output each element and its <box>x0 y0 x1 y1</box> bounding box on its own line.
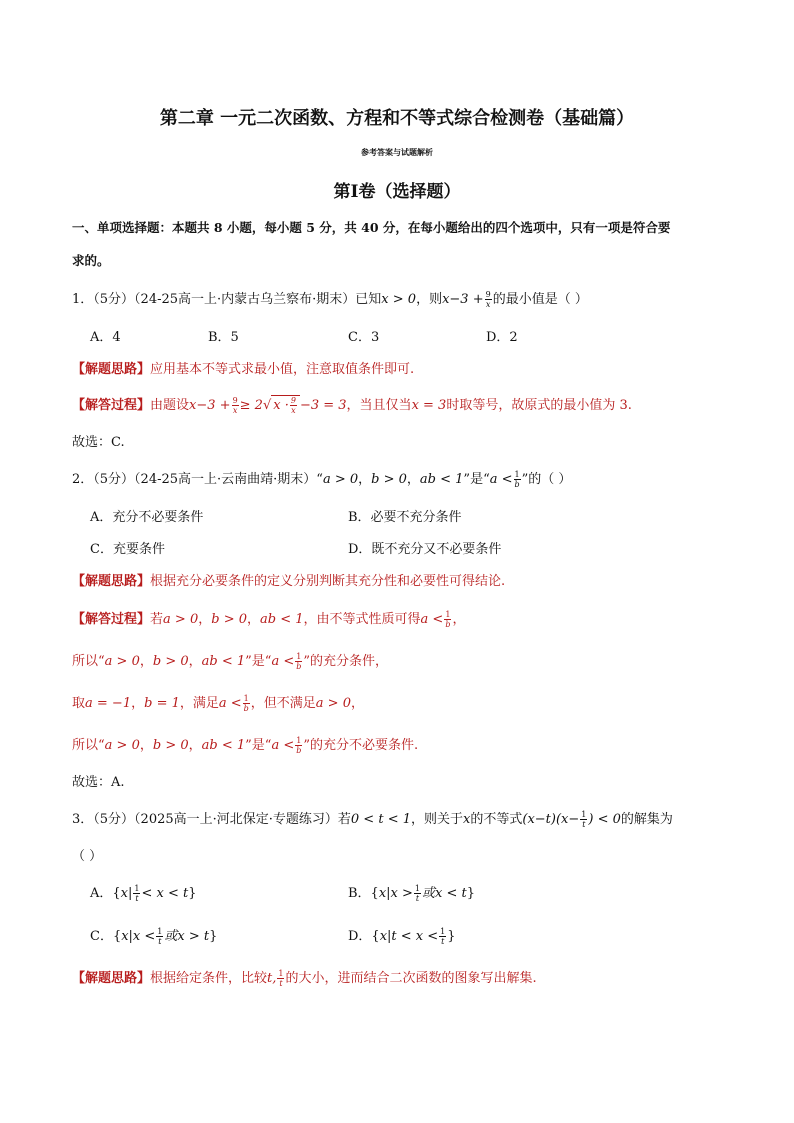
fraction: $\frac{9}{x}$ <box>485 290 491 309</box>
question-1-thought: 【解题思路】应用基本不等式求最小值，注意取值条件即可. <box>72 362 415 377</box>
question-1-answer: 故选：C. <box>72 435 125 450</box>
question-1-option-b: B．5 <box>208 330 239 345</box>
question-3-option-b: B．{x|x > $\frac{1}{t}$ 或x < t} <box>348 884 475 903</box>
question-2-thought: 【解题思路】根据充分必要条件的定义分别判断其充分性和必要性可得结论. <box>72 574 506 589</box>
question-1-option-d: D．2 <box>486 330 518 345</box>
sqrt-radicand: x · $\frac{9}{x}$ <box>271 395 300 415</box>
question-3-option-a: A．{x| $\frac{1}{t}$ < x < t} <box>90 884 197 903</box>
section-instructions-line1: 一、单项选择题：本题共 8 小题，每小题 5 分，共 40 分，在每小题给出的四个选项中，只有一项是符合要 <box>72 220 671 235</box>
question-3-thought: 【解题思路】根据给定条件，比较t, $\frac{1}{t}$ 的大小，进而结合二次函数的图象写出解集. <box>72 969 537 988</box>
question-3-option-d: D．{x|t < x < $\frac{1}{t}$ } <box>348 927 456 946</box>
question-2-answer: 故选：A. <box>72 775 125 790</box>
question-1-process: 【解答过程】由题设x−3 + $\frac{9}{x}$ ≥ 2√ x · $\frac{9}{x}$ −3 = 3，当且仅当x = 3时取等号，故原式的最小值为 3. <box>72 396 632 415</box>
question-2-option-d: D．既不充分又不必要条件 <box>348 542 502 557</box>
question-1-option-a: A．4 <box>90 330 121 345</box>
question-2-option-c: C．充要条件 <box>90 542 165 557</box>
question-3-stem-line2: （ ） <box>72 849 103 864</box>
fraction: $\frac{1}{b}$ <box>514 470 520 489</box>
question-1-stem: 1．（5分）（24-25高一上·内蒙古乌兰察布·期末）已知x > 0，则x−3 + $\frac{9}{x}$ 的最小值是（ ） <box>72 290 588 309</box>
fraction: $\frac{9}{x}$ <box>232 396 238 415</box>
question-3-option-c: C．{x|x < $\frac{1}{t}$ 或x > t} <box>90 927 218 946</box>
question-2-option-b: B．必要不充分条件 <box>348 510 462 525</box>
part-heading: 第I卷（选择题） <box>333 182 461 202</box>
question-2-process-line3: 取a = −1，b = 1，满足a < $\frac{1}{b}$ ，但不满足a > 0， <box>72 694 364 713</box>
question-3-stem: 3．（5分）（2025高一上·河北保定·专题练习）若0 < t < 1，则关于x的不等式(x−t)(x− $\frac{1}{t}$ ) < 0的解集为 <box>72 810 673 829</box>
question-2-process-line2: 所以“a > 0，b > 0，ab < 1”是“a < $\frac{1}{b}$ ”的充分条件， <box>72 652 388 671</box>
section-instructions-line2: 求的。 <box>72 253 110 268</box>
question-2-process-line1: 【解答过程】若a > 0，b > 0，ab < 1，由不等式性质可得a < $\frac{1}{b}$ ， <box>72 610 466 629</box>
question-2-stem: 2．（5分）（24-25高一上·云南曲靖·期末）“a > 0，b > 0，ab < 1”是“a < $\frac{1}{b}$ ”的（ ） <box>72 470 572 489</box>
sqrt-symbol: √ <box>262 398 272 413</box>
document-subtitle: 参考答案与试题解析 <box>361 147 433 157</box>
question-1-option-c: C．3 <box>348 330 380 345</box>
question-2-process-line4: 所以“a > 0，b > 0，ab < 1”是“a < $\frac{1}{b}$ ”的充分不必要条件. <box>72 736 419 755</box>
document-title: 第二章 一元二次函数、方程和不等式综合检测卷（基础篇） <box>159 108 635 129</box>
question-2-option-a: A．充分不必要条件 <box>90 510 204 525</box>
